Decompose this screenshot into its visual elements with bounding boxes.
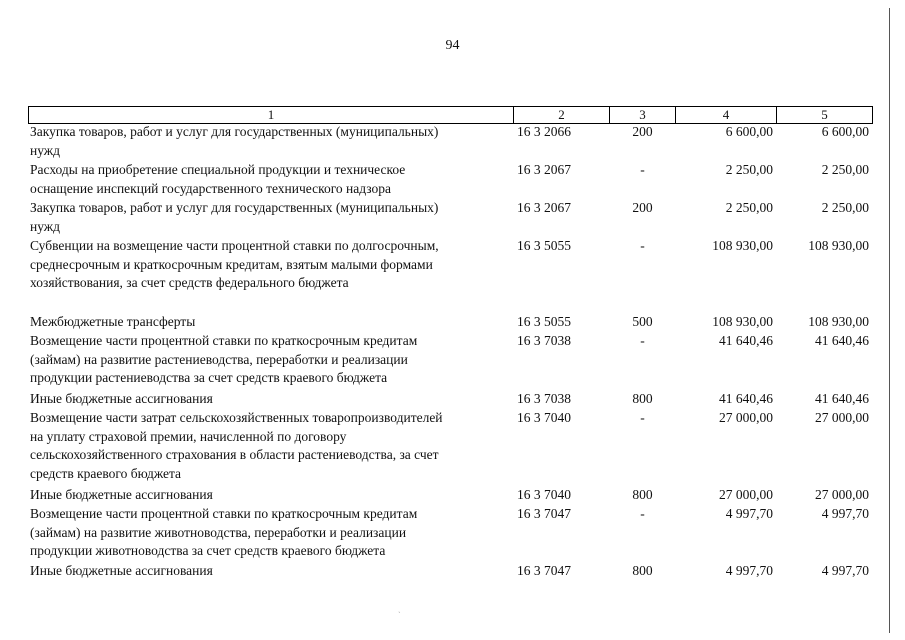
header-col-2: 2 xyxy=(558,107,565,122)
row-sum-2: 41 640,46 xyxy=(815,391,869,406)
scan-speck: ˎ xyxy=(398,604,401,613)
row-sum-2: 27 000,00 xyxy=(815,410,869,425)
header-col-3: 3 xyxy=(639,107,646,122)
row-code: 16 3 7038 xyxy=(517,333,571,348)
row-sum-1: 4 997,70 xyxy=(725,506,773,521)
row-code: 16 3 7040 xyxy=(517,487,571,502)
row-sum-1: 41 640,46 xyxy=(719,333,773,348)
row-code: 16 3 7047 xyxy=(517,563,571,578)
row-expense-type: 200 xyxy=(632,124,653,139)
row-sum-1: 108 930,00 xyxy=(712,238,773,253)
row-expense-type: - xyxy=(640,238,645,253)
row-name: Закупка товаров, работ и услуг для государственных (муниципальных) нужд xyxy=(30,200,439,234)
row-name: Возмещение части процентной ставки по краткосрочным кредитам (займам) на развитие животноводства, переработки и реализации продукции животноводства за счет средств краевого бюджета xyxy=(30,506,418,558)
header-col-4: 4 xyxy=(722,107,730,122)
row-sum-2: 2 250,00 xyxy=(821,162,869,177)
page-number: 94 xyxy=(445,38,460,53)
row-expense-type: - xyxy=(640,506,645,521)
row-sum-1: 108 930,00 xyxy=(712,314,773,329)
row-sum-1: 2 250,00 xyxy=(725,162,773,177)
row-code: 16 3 7038 xyxy=(517,391,571,406)
row-code: 16 3 7047 xyxy=(517,506,571,521)
row-name: Иные бюджетные ассигнования xyxy=(30,563,213,578)
row-expense-type: 500 xyxy=(632,314,653,329)
row-name: Иные бюджетные ассигнования xyxy=(30,487,213,502)
row-name: Иные бюджетные ассигнования xyxy=(30,391,213,406)
row-expense-type: - xyxy=(640,410,645,425)
row-name: Расходы на приобретение специальной продукции и техническое оснащение инспекций государственного технического надзора xyxy=(30,162,406,196)
row-code: 16 3 5055 xyxy=(517,314,571,329)
row-expense-type: - xyxy=(640,162,645,177)
row-name: Возмещение части процентной ставки по краткосрочным кредитам (займам) на развитие растениеводства, переработки и реализации продукции растениеводства за счет средств краевого бюджета xyxy=(30,333,418,385)
row-name: Межбюджетные трансферты xyxy=(30,314,196,329)
row-sum-1: 6 600,00 xyxy=(725,124,773,139)
row-expense-type: 200 xyxy=(632,200,653,215)
row-expense-type: 800 xyxy=(632,391,653,406)
row-sum-2: 4 997,70 xyxy=(821,506,869,521)
page-edge-line xyxy=(889,8,890,633)
row-code: 16 3 5055 xyxy=(517,238,571,253)
header-col-5: 5 xyxy=(821,107,828,122)
row-expense-type: - xyxy=(640,333,645,348)
row-sum-1: 41 640,46 xyxy=(719,391,773,406)
row-name: Возмещение части затрат сельскохозяйственных товаропроизводителей на уплату страховой премии, начисленной по договору сельскохозяйственного страхования в области растениеводства, за счет средств краевого бюджета xyxy=(30,410,443,481)
row-sum-1: 4 997,70 xyxy=(725,563,773,578)
row-code: 16 3 7040 xyxy=(517,410,571,425)
row-expense-type: 800 xyxy=(632,487,653,502)
row-code: 16 3 2066 xyxy=(517,124,571,139)
row-sum-2: 6 600,00 xyxy=(821,124,869,139)
row-name: Субвенции на возмещение части процентной ставки по долгосрочным, среднесрочным и краткосрочным кредитам, взятым малыми формами хозяйствования, за счет средств федерального бюджета xyxy=(30,238,439,290)
row-sum-2: 108 930,00 xyxy=(808,314,869,329)
row-sum-1: 27 000,00 xyxy=(719,410,773,425)
row-sum-1: 27 000,00 xyxy=(719,487,773,502)
row-sum-2: 4 997,70 xyxy=(821,563,869,578)
row-sum-2: 2 250,00 xyxy=(821,200,869,215)
row-sum-2: 108 930,00 xyxy=(808,238,869,253)
header-col-1: 1 xyxy=(267,107,275,122)
row-code: 16 3 2067 xyxy=(517,200,571,215)
table-header xyxy=(28,106,873,124)
row-sum-2: 27 000,00 xyxy=(815,487,869,502)
row-expense-type: 800 xyxy=(632,563,653,578)
row-sum-2: 41 640,46 xyxy=(815,333,869,348)
row-code: 16 3 2067 xyxy=(517,162,571,177)
row-sum-1: 2 250,00 xyxy=(725,200,773,215)
row-name: Закупка товаров, работ и услуг для государственных (муниципальных) нужд xyxy=(30,124,439,158)
